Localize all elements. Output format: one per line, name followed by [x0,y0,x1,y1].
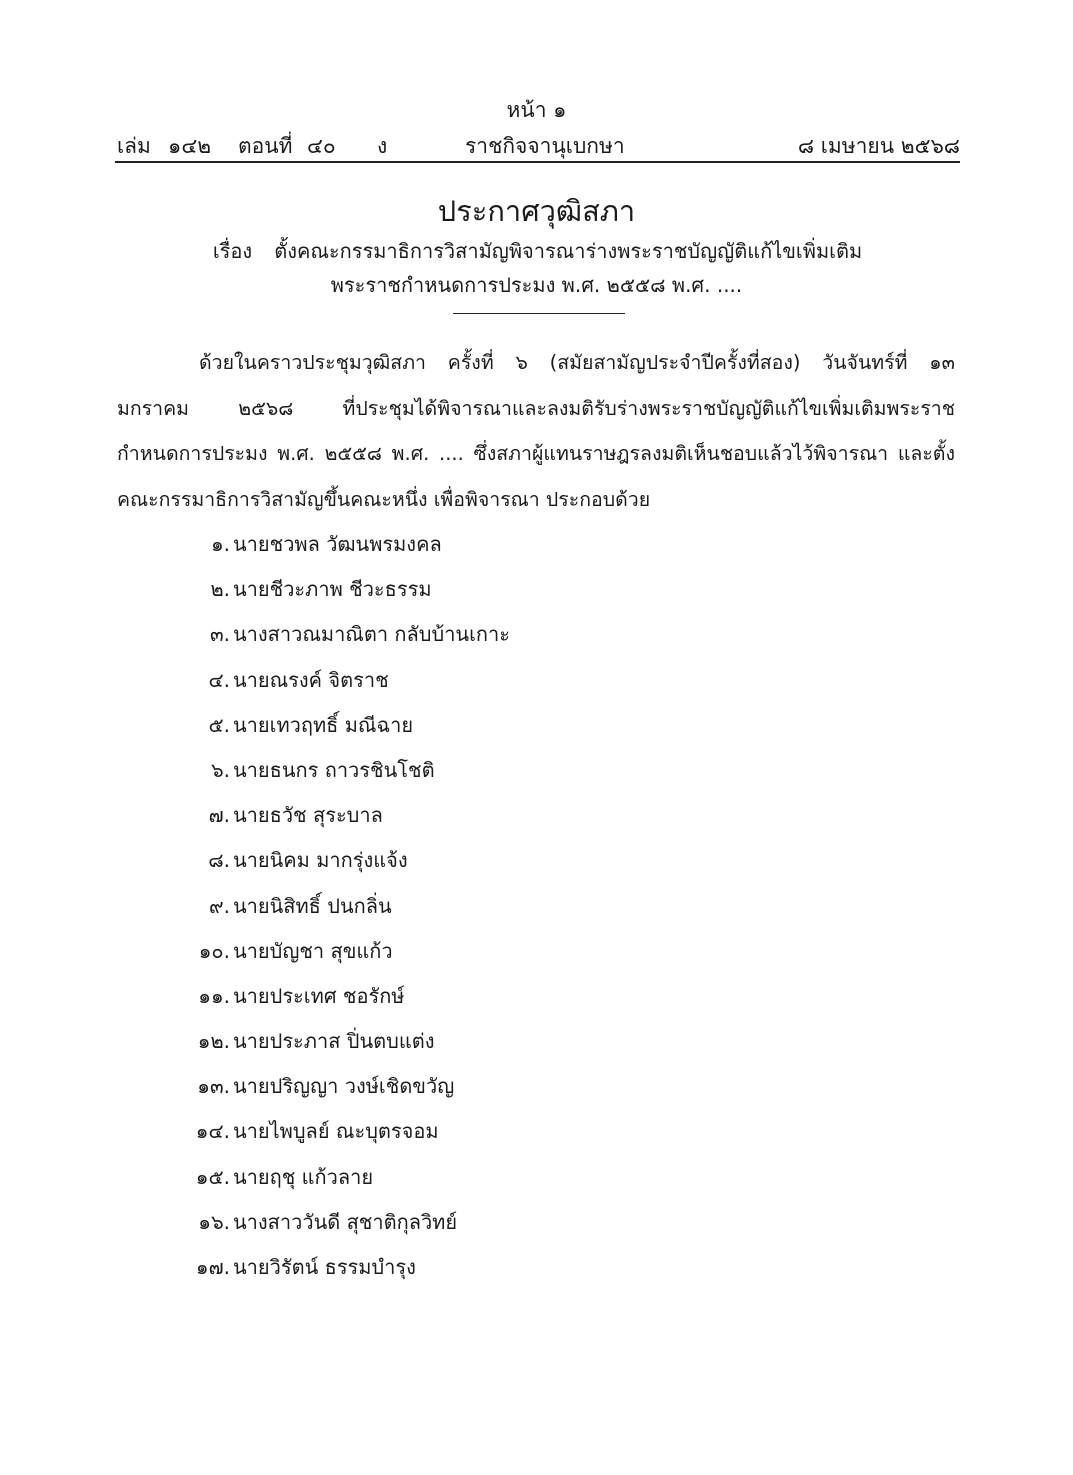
list-item [160,612,760,657]
member-number: ๒. [210,577,230,602]
member-name: นางสาวณมาณิตา กลับบ้านเกาะ [233,622,511,647]
member-name: นายชีวะภาพ ชีวะธรรม [233,577,432,602]
member-name: นายไพบูลย์ ณะบุตรจอม [233,1119,439,1144]
member-number: ๕. [208,712,230,737]
list-item [160,1109,760,1154]
volume-number: ๑๔๒ [168,134,212,158]
list-item [160,974,760,1019]
gazette-name: ราชกิจจานุเบกษา [465,134,625,158]
member-number: ๑๖. [198,1209,230,1234]
page-number: หน้า ๑ [506,98,567,122]
member-name: นายนิคม มากรุ่งแจ้ง [233,848,408,873]
subject-line-1 [0,234,1073,268]
member-number: ๑๓. [197,1074,230,1099]
member-name: นายวิรัตน์ ธรรมบำรุง [233,1255,416,1279]
issue-label: ตอนที่ [238,134,293,158]
list-item [160,884,760,929]
member-name: นายปริญญา วงษ์เชิดขวัญ [233,1074,455,1099]
header-divider [115,161,960,163]
member-name: นายบัญชา สุขแก้ว [233,938,393,963]
member-number: ๓. [209,622,230,647]
member-number: ๔. [208,667,230,692]
section-letter: ง [377,134,388,158]
member-name: นายฤชุ แก้วลาย [233,1164,374,1189]
member-name: นายณรงค์ จิตราช [233,667,389,692]
list-item [160,1155,760,1200]
member-number: ๑๑. [198,983,230,1008]
list-item [160,1019,760,1064]
member-name: นายธนกร ถาวรชินโชติ [233,757,435,782]
member-name: นายเทวฤทธิ์ มณีฉาย [233,712,414,737]
member-number: ๖. [210,757,230,782]
member-name: นายนิสิทธิ์ ปนกลิ่น [233,893,392,918]
publication-date: ๘ เมษายน ๒๕๖๘ [797,134,960,158]
member-number: ๑๕. [195,1164,230,1189]
title-divider [453,313,625,314]
body-paragraph [117,340,955,522]
member-number: ๑๔. [195,1119,230,1144]
announcement-title: ประกาศวุฒิสภา [437,194,636,228]
body-text: ด้วยในคราวประชุมวุฒิสภา ครั้งที่ ๖ (สมัยสามัญประจำปีครั้งที่สอง) วันจันทร์ที่ ๑๓ มกราคม ๒๕๖๘ ที่ประชุมได้พิจารณาและลงมติรับร่างพระราชบัญญัติแก้ไขเพิ่มเติมพระราชกำหนดการประมง พ.ศ. ๒๕๕๘ พ.ศ. .... ซึ่งสภาผู้แทนราษฎรลงมติเห็นชอบแล้วไว้พิจารณา และตั้งคณะกรรมาธิการวิสามัญขึ้นคณะหนึ่ง เพื่อพิจารณา ประกอบด้วย [117,351,955,511]
list-item [160,929,760,974]
member-name: นายประภาส ปิ่นตบแต่ง [233,1029,435,1054]
list-item [160,1200,760,1245]
member-number: ๑๒. [197,1029,230,1054]
member-number: ๑. [210,532,230,556]
list-item [160,658,760,703]
member-name: นายประเทศ ชอรักษ์ [233,983,405,1008]
list-item [160,522,760,567]
subject-text-1: ตั้งคณะกรรมาธิการวิสามัญพิจารณาร่างพระราชบัญญัติแก้ไขเพิ่มเติม [274,239,863,263]
member-number: ๙. [208,893,230,918]
member-number: ๗. [208,803,230,828]
list-item [160,1064,760,1109]
list-item [160,748,760,793]
list-item [160,838,760,883]
list-item [160,567,760,612]
member-number: ๑๐. [198,938,230,963]
volume-label: เล่ม [117,134,151,158]
committee-member-list [160,522,760,1290]
member-name: นายชวพล วัฒนพรมงคล [233,532,442,556]
member-number: ๘. [208,848,230,873]
member-name: นางสาววันดี สุชาติกุลวิทย์ [233,1209,458,1234]
list-item [160,1245,760,1290]
member-name: นายธวัช สุระบาล [233,803,383,828]
list-item [160,793,760,838]
subject-label: เรื่อง [212,239,253,263]
announcement-subject [0,234,1073,302]
subject-line-2: พระราชกำหนดการประมง พ.ศ. ๒๕๕๘ พ.ศ. .... [330,273,743,297]
issue-number: ๔๐ [307,134,336,158]
gazette-header [117,130,960,162]
member-number: ๑๗. [195,1255,230,1279]
list-item [160,703,760,748]
